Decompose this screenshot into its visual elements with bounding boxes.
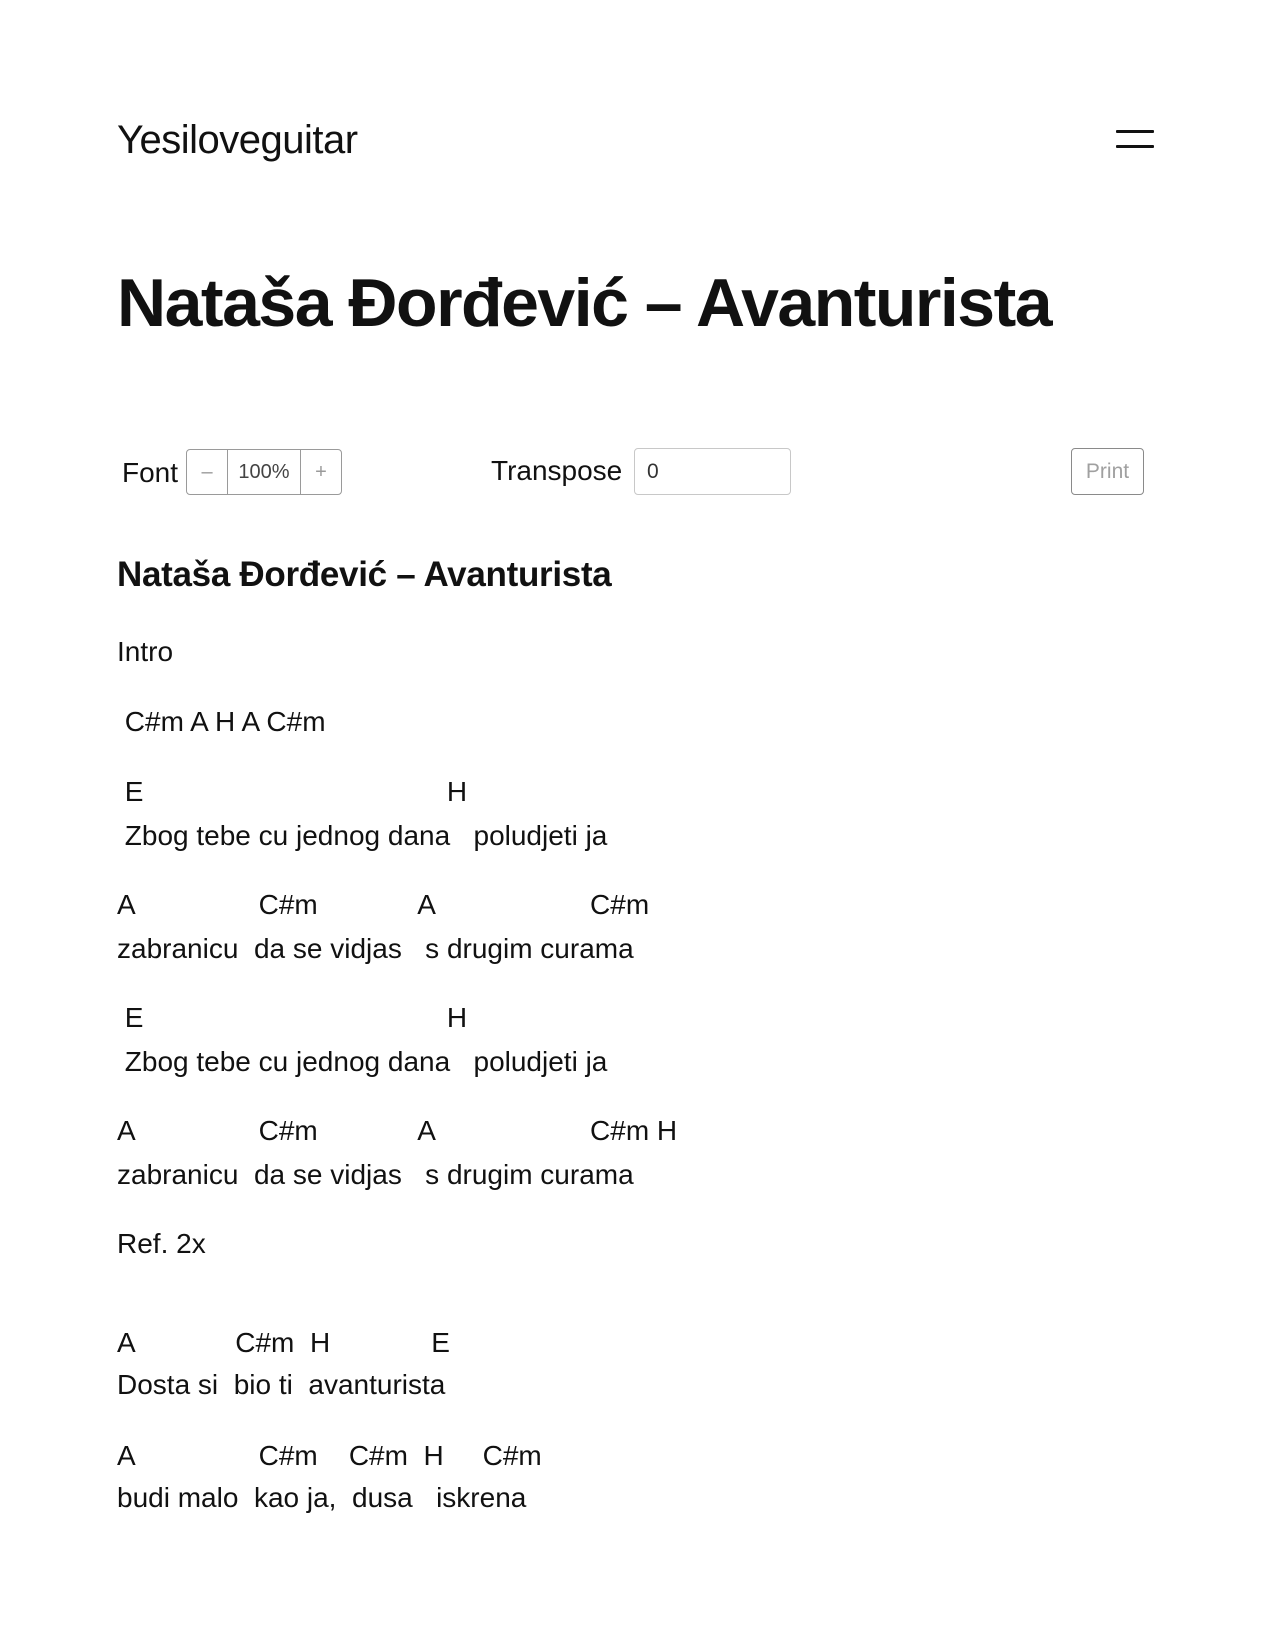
chord-line: C#m A H A C#m bbox=[117, 706, 326, 737]
lyric-line: Zbog tebe cu jednog dana poludjeti ja bbox=[117, 820, 608, 851]
chord-line: A C#m C#m H C#m bbox=[117, 1440, 542, 1471]
transpose-input[interactable] bbox=[634, 448, 791, 495]
section-label-intro: Intro bbox=[117, 636, 174, 667]
font-size-control bbox=[186, 449, 342, 495]
song-heading: Nataša Đorđević – Avanturista bbox=[117, 555, 612, 594]
font-increase-button[interactable]: + bbox=[315, 460, 327, 483]
menu-line-bottom bbox=[1116, 145, 1154, 148]
lyric-line: zabranicu da se vidjas s drugim curama bbox=[117, 933, 634, 964]
menu-line-top bbox=[1116, 130, 1154, 133]
font-size-value: 100% bbox=[227, 450, 301, 494]
site-title[interactable]: Yesiloveguitar bbox=[117, 118, 358, 162]
lyric-line: budi malo kao ja, dusa iskrena bbox=[117, 1482, 527, 1513]
lyric-line: Zbog tebe cu jednog dana poludjeti ja bbox=[117, 1046, 608, 1077]
page-title: Nataša Đorđević – Avanturista bbox=[117, 265, 1052, 341]
chord-line: A C#m A C#m H bbox=[117, 1115, 678, 1146]
chord-line: A C#m H E bbox=[117, 1327, 450, 1358]
section-label-ref: Ref. 2x bbox=[117, 1228, 206, 1259]
lyric-line: zabranicu da se vidjas s drugim curama bbox=[117, 1159, 634, 1190]
print-button[interactable]: Print bbox=[1071, 448, 1144, 495]
font-decrease-button[interactable]: – bbox=[201, 460, 213, 483]
transpose-label: Transpose bbox=[491, 455, 623, 486]
font-label: Font bbox=[122, 457, 179, 488]
lyric-line: Dosta si bio ti avanturista bbox=[117, 1369, 446, 1400]
chord-line: A C#m A C#m bbox=[117, 889, 650, 920]
chord-line: E H bbox=[117, 776, 468, 807]
hamburger-menu-icon[interactable] bbox=[1112, 122, 1156, 154]
chord-line: E H bbox=[117, 1002, 468, 1033]
